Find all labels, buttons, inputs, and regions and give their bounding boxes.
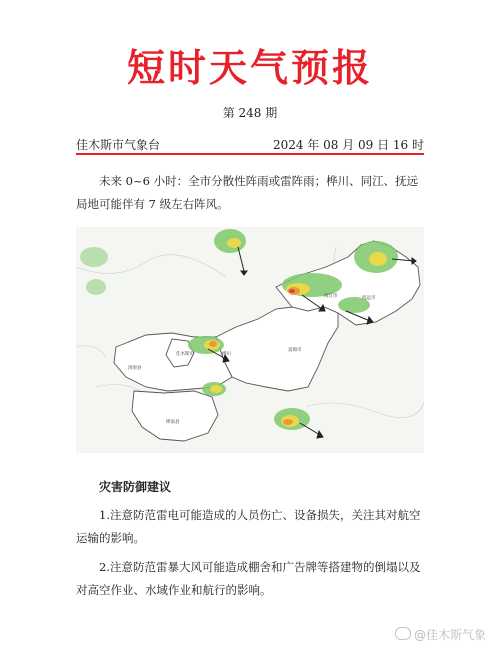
advice-item: 1.注意防范雷电可能造成的人员伤亡、设备损失，关注其对航空运输的影响。 [76, 508, 421, 545]
map-label-huanan: 桦南县 [166, 420, 180, 425]
radar-map-graphic [76, 227, 424, 453]
forecast-text: 未来 0~6 小时：全市分散性阵雨或雷阵雨；桦川、同江、抚远局地可能伴有 7 级左右阵风。 [76, 174, 419, 211]
issuer-name: 佳木斯市气象台 [76, 138, 161, 152]
watermark-text: @佳木斯气象 [413, 628, 486, 642]
map-label-tangyuan: 汤原县 [128, 366, 142, 371]
map-label-tongjiang: 同江市 [324, 294, 338, 299]
map-label-city: 佳木斯市 [176, 352, 194, 357]
map-label-fujin: 富锦市 [288, 348, 302, 353]
advice-section-title: 灾害防御建议 [99, 480, 172, 494]
map-label-huachuan: 桦川 [222, 352, 231, 357]
advice-item: 2.注意防范雷暴大风可能造成棚舍和广告牌等搭建物的倒塌以及对高空作业、水域作业和航行的影响。 [76, 560, 421, 597]
red-divider [76, 153, 424, 155]
weibo-icon [395, 627, 411, 640]
region-central [216, 307, 338, 391]
issuer-row [76, 136, 424, 154]
map-label-fuyuan: 抚远市 [362, 296, 376, 301]
issued-time: 2024 年 08 月 09 日 16 时 [272, 138, 424, 152]
page-title: 短时天气预报 [126, 46, 373, 90]
issue-number: 第 248 期 [222, 106, 278, 120]
radar-map [76, 227, 424, 453]
region-southwest [132, 391, 218, 441]
watermark [395, 626, 486, 643]
